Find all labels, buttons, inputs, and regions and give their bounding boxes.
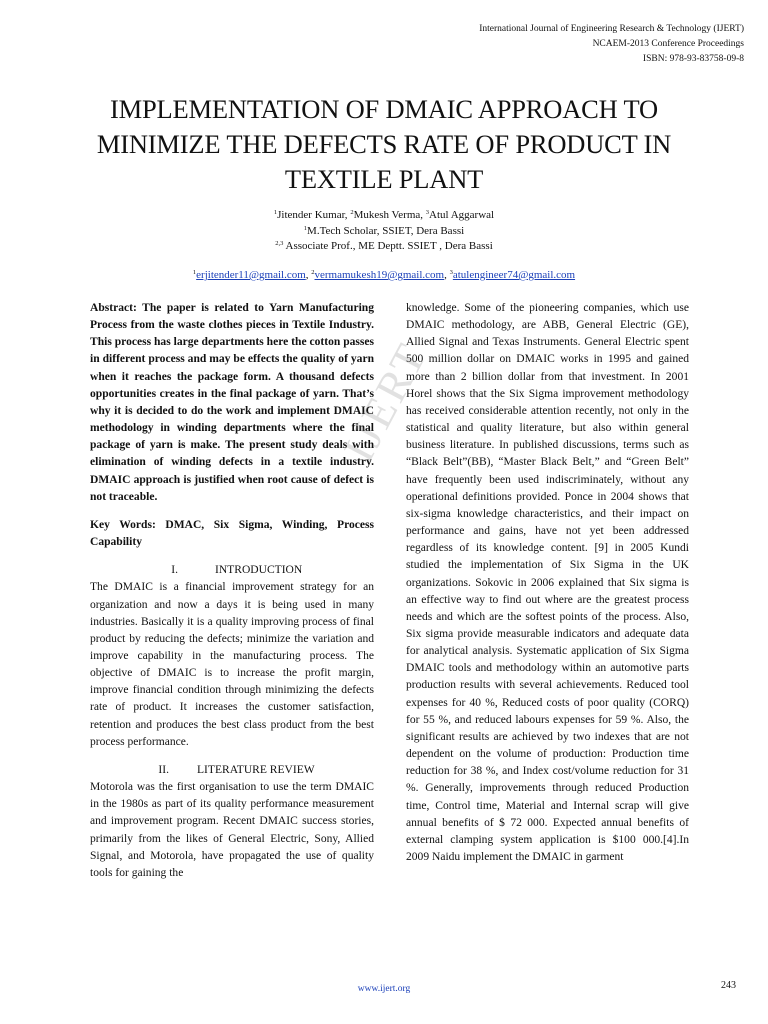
keywords: Key Words: DMAC, Six Sigma, Winding, Process Capability (90, 518, 374, 549)
title-line: TEXTILE PLANT (284, 164, 484, 194)
footer-url[interactable]: www.ijert.org (357, 984, 411, 994)
author-name: Mukesh Verma, (353, 209, 426, 221)
section-number: II. (158, 763, 169, 776)
section-heading-literature-review (90, 762, 374, 779)
author-name: Jitender Kumar, (277, 209, 351, 221)
title-line: IMPLEMENTATION OF DMAIC APPROACH TO (110, 94, 658, 124)
affiliation-text: M.Tech Scholar, SSIET, Dera Bassi (307, 224, 465, 237)
introduction-body: The DMAIC is a financial improvement strategy for an organization and now a days it is being used in many industries. Basically it is a quality improving process of final product by reducing the defects; minimize the variation and improve capability in the manufacturing process. The objective of DMAIC is to increase the profit margin, improve financial condition through minimizing the defects rate of product. It increases the customer satisfaction, retention and produces the best class product from the best process performance. (90, 581, 374, 748)
author-block (100, 208, 668, 255)
email-separator: , (444, 269, 450, 281)
section-title: LITERATURE REVIEW (197, 763, 315, 776)
section-title: INTRODUCTION (215, 564, 303, 577)
conference-name: NCAEM-2013 Conference Proceedings (592, 39, 744, 49)
isbn: ISBN: 978-93-83758-09-8 (642, 54, 744, 64)
author-name: Atul Aggarwal (429, 209, 495, 221)
section-heading-introduction (90, 562, 374, 579)
author-sup: 1 (273, 209, 278, 216)
affiliation-1 (100, 224, 668, 240)
author-names (100, 208, 668, 224)
abstract: Abstract: The paper is related to Yarn Manufacturing Process from the waste clothes pieces in Textile Industry. This process has large departments here the cotton passes in different process and may be effects the quality of yarn when it reaches the package form. A thousand defects opportunities creates in the final package of yarn. That’s why it is decided to do the work and implement DMAIC methodology in winding departments where the final package of yarn is make. The present study deals with elimination of winding defects in a textile industry. DMAIC approach is justified when root cause of defect is not traceable. (90, 302, 374, 503)
email-link[interactable]: vermamukesh19@gmail.com (314, 269, 445, 281)
literature-review-continued: knowledge. Some of the pioneering companies, which use DMAIC methodology, are ABB, General Electric (GE), Allied Signal and Texas Instruments. General Electric spent 500 million dollar on DMAIC works in 1995 and gained more than 2 billion dollar from that investment. In 2001 Horel shows that the Six Sigma improvement methodology has received considerable attention recently, not only in the statistical and quality literature, but also within general business literature. In published discussions, terms such as “Black Belt”(BB), “Master Black Belt,” and “Green Belt” have frequently been used indiscriminately, without any operational definitions provided. Ponce in 2004 shows that six-sigma knowledge characteristics, and their impact on performance and gains, have not yet been addressed regardless of its knowledge content. [9] in 2005 Kundi studied the implementation of Six Sigma in the UK organizations. Sokovic in 2006 explained that Six sigma is an effective way to find out where are the greatest process needs and which are the softest points of the process. Also, Six sigma provide measurable indicators and adequate data for analytical analysis. Systematic application of Six Sigma DMAIC tools and methodology within an automotive parts production results with several achievements. Reduced tool expenses for 40 %, Reduced costs of poor quality (CORQ) for 55 %, and reduced labours expenses for 59 %. Also, the significant results are achieved by two indexes that are not dependent on the volume of production: Production time reduction for 38 %, and Index cost/volume reduction for 31 %. Generally, improvements through reduced Production time, Control time, Material and Internal scrap will give annual benefits of $ 72 000. Expected annual benefits of external clamping system application is $100 000.[4].In 2009 Naidu implement the DMAIC in garment (406, 302, 689, 863)
left-column (90, 300, 374, 882)
author-sup: 2 (350, 209, 354, 216)
title-line: MINIMIZE THE DEFECTS RATE OF PRODUCT IN (96, 129, 672, 159)
email-link[interactable]: atulengineer74@gmail.com (452, 269, 576, 281)
ijert-watermark: IJERT (333, 334, 437, 470)
email-link[interactable]: erjitender11@gmail.com (196, 269, 306, 281)
affiliation-sup: 1 (303, 224, 308, 232)
affiliation-text: Associate Prof., ME Deptt. SSIET , Dera Bassi (283, 240, 493, 252)
journal-header (324, 22, 744, 67)
email-sup: 2 (311, 269, 315, 276)
right-column (406, 300, 689, 866)
section-number: I. (171, 564, 178, 577)
affiliation-sup: 2,3 (275, 240, 284, 247)
author-sup: 3 (425, 209, 430, 216)
affiliation-2 (100, 239, 668, 255)
author-emails (100, 268, 668, 283)
page-number: 243 (721, 980, 736, 991)
literature-review-body: Motorola was the first organisation to use the term DMAIC in the 1980s as part of its quality performance measurement and improvement program. Recent DMAIC success stories, primarily from the likes of General Electric, Sony, Allied Signal, and Motorola, have propagated the use of quality tools for gaining the (90, 781, 374, 879)
paper-title (60, 92, 708, 197)
journal-name: International Journal of Engineering Research & Technology (IJERT) (479, 24, 744, 34)
email-separator: , (305, 269, 312, 281)
email-sup: 3 (449, 269, 453, 276)
email-sup: 1 (192, 269, 197, 276)
